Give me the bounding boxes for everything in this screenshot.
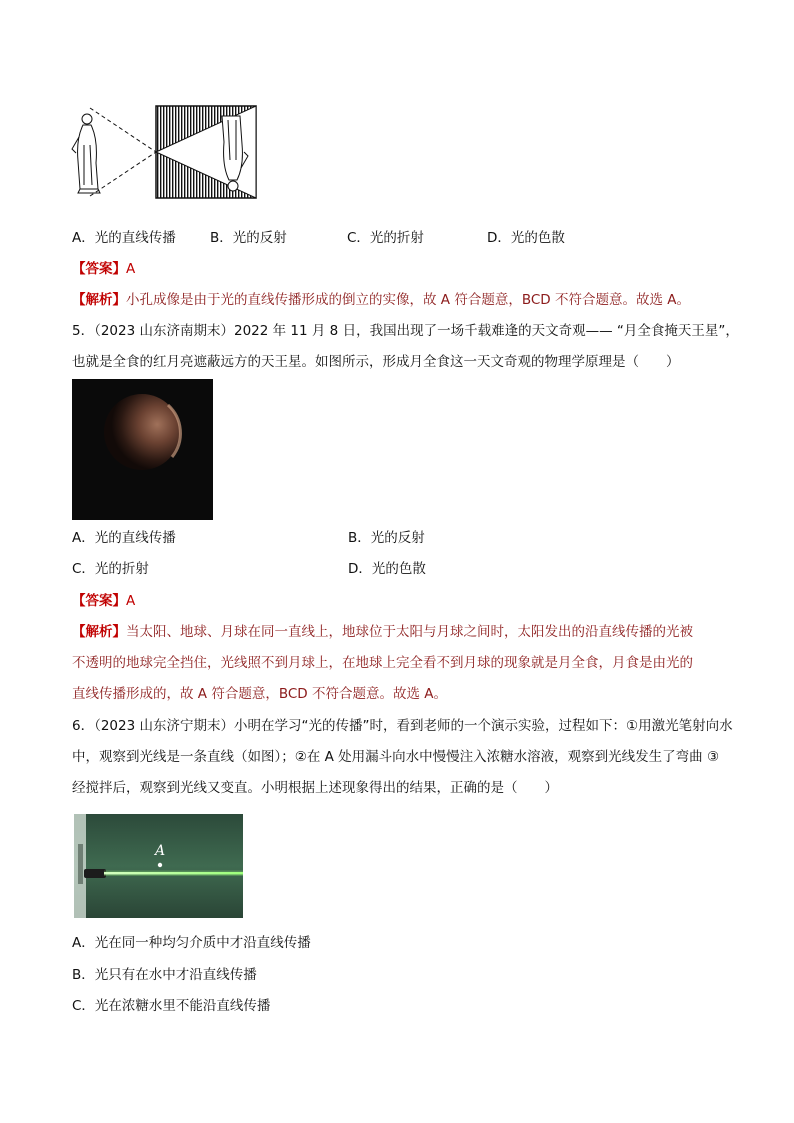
analysis-text: 小孔成像是由于光的直线传播形成的倒立的实像，故 A 符合题意，BCD 不符合题意。故选 A。 <box>126 292 690 308</box>
q6-stem-line1: 6．（2023 山东济宁期末）小明在学习“光的传播”时，看到老师的一个演示实验，过程如下：①用激光笔射向水 <box>72 718 733 734</box>
q6-option-b[interactable]: B．光只有在水中才沿直线传播 <box>72 967 257 983</box>
laser-water-photo <box>74 814 243 918</box>
q6-stem-line3: 经搅拌后，观察到光线又变直。小明根据上述现象得出的结果，正确的是（ ） <box>72 780 558 796</box>
laser-pen <box>84 869 106 878</box>
analysis-tag: 【解析】 <box>72 292 126 308</box>
q4-option-a[interactable]: A．光的直线传播 <box>72 230 176 246</box>
q5-option-d[interactable]: D．光的色散 <box>348 561 426 577</box>
q5-analysis-line3: 直线传播形成的，故 A 符合题意，BCD 不符合题意。故选 A。 <box>72 686 447 702</box>
q4-option-c[interactable]: C．光的折射 <box>347 230 424 246</box>
pinhole-camera-figure <box>70 105 260 200</box>
point-a-label: A <box>155 843 166 859</box>
answer-tag: 【答案】 <box>72 261 126 277</box>
q4-option-d[interactable]: D．光的色散 <box>487 230 565 246</box>
ray-top <box>90 108 156 152</box>
q4-analysis <box>72 290 690 310</box>
answer-value: A <box>126 593 136 609</box>
q4-option-b[interactable]: B．光的反射 <box>210 230 287 246</box>
lunar-eclipse-photo <box>72 379 213 520</box>
q5-stem-line1: 5．（2023 山东济南期末）2022 年 11 月 8 日，我国出现了一场千载难逢的天文奇观—— “月全食掩天王星”， <box>72 323 739 339</box>
answer-value: A <box>126 261 136 277</box>
analysis-text: 当太阳、地球、月球在同一直线上，地球位于太阳与月球之间时，太阳发出的沿直线传播的光被 <box>126 624 693 640</box>
q5-analysis-line1 <box>72 622 693 642</box>
q6-option-c[interactable]: C．光在浓糖水里不能沿直线传播 <box>72 998 271 1014</box>
q5-option-a[interactable]: A．光的直线传播 <box>72 530 176 546</box>
q6-stem-line2: 中，观察到光线是一条直线（如图）；②在 A 处用漏斗向水中慢慢注入浓糖水溶液，观察到光线发生了弯曲 ③ <box>72 749 720 765</box>
q4-answer <box>72 259 135 279</box>
ray-bottom <box>90 152 156 196</box>
answer-tag: 【答案】 <box>72 593 126 609</box>
person-object <box>72 114 100 193</box>
q5-option-c[interactable]: C．光的折射 <box>72 561 149 577</box>
q5-option-b[interactable]: B．光的反射 <box>348 530 425 546</box>
q5-analysis-line2: 不透明的地球完全挡住，光线照不到月球上，在地球上完全看不到月球的现象就是月全食，月食是由光的 <box>72 655 693 671</box>
point-a-dot <box>158 863 162 867</box>
analysis-tag: 【解析】 <box>72 624 126 640</box>
q5-stem-line2: 也就是全食的红月亮遮蔽远方的天王星。如图所示，形成月全食这一天文奇观的物理学原理是（ ） <box>72 354 680 370</box>
q5-answer <box>72 591 135 611</box>
q6-option-a[interactable]: A．光在同一种均匀介质中才沿直线传播 <box>72 935 311 951</box>
